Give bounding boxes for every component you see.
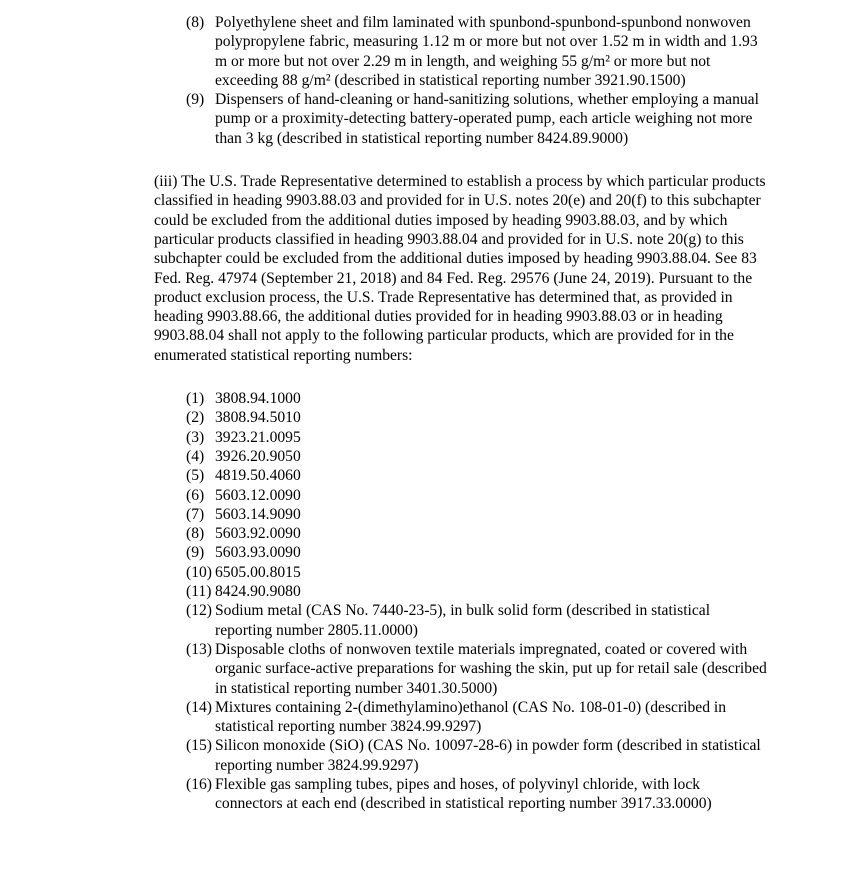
list-item <box>186 736 771 775</box>
list-item <box>186 601 771 640</box>
body-paragraph: (iii) The U.S. Trade Representative determined to establish a process by which particular products classified in heading 9903.88.03 and provided for in U.S. notes 20(e) and 20(f) to this subchapter could be excluded from the additional duties imposed by heading 9903.88.03, and by which particular products classified in heading 9903.88.04 and provided for in U.S. note 20(g) to this subchapter could be excluded from the additional duties imposed by heading 9903.88.04. See 83 Fed. Reg. 47974 (September 21, 2018) and 84 Fed. Reg. 29576 (June 24, 2019). Pursuant to the product exclusion process, the U.S. Trade Representative has determined that, as provided in heading 9903.88.66, the additional duties provided for in heading 9903.88.03 or in heading 9903.88.04 shall not apply to the following particular products, which are provided for in the enumerated statistical reporting numbers: <box>154 173 766 364</box>
top-list <box>186 13 771 148</box>
item-number: (4) <box>186 447 205 465</box>
item-text: Polyethylene sheet and film laminated with spunbond-spunbond-spunbond nonwoven polypropylene fabric, measuring 1.12 m or more but not over 1.52 m in width and 1.93 m or more but not over 2.29 m in length, and weighing 55 g/m² or more but not exceeding 88 g/m² (described in statistical reporting number 3921.90.1500) <box>215 14 758 89</box>
item-text: 3923.21.0095 <box>215 428 301 446</box>
item-text: Disposable cloths of nonwoven textile materials impregnated, coated or covered with organic surface-active preparations for washing the skin, put up for retail sale (described in statistical reporting number 3401.30.5000) <box>215 640 767 697</box>
item-text: 5603.93.0090 <box>215 544 301 562</box>
list-item <box>186 582 771 601</box>
item-number: (9) <box>186 91 205 109</box>
item-text: Sodium metal (CAS No. 7440-23-5), in bulk solid form (described in statistical reporting number 2805.11.0000) <box>215 602 711 639</box>
list-item <box>186 408 771 427</box>
item-number: (3) <box>186 428 205 446</box>
item-number: (9) <box>186 544 205 562</box>
item-text: 3808.94.1000 <box>215 390 301 408</box>
list-item <box>186 640 771 698</box>
item-number: (13) <box>186 640 212 658</box>
list-item <box>186 466 771 485</box>
item-text: Silicon monoxide (SiO) (CAS No. 10097-28-6) in powder form (described in statistical reporting number 3824.99.9297) <box>215 737 761 774</box>
item-number: (8) <box>186 14 205 31</box>
list-item <box>186 563 771 582</box>
list-item <box>186 775 771 814</box>
item-number: (10) <box>186 563 212 581</box>
item-number: (6) <box>186 486 205 504</box>
item-text: 5603.14.9090 <box>215 505 301 523</box>
list-item <box>186 505 771 524</box>
item-text: 5603.92.0090 <box>215 525 301 543</box>
item-text: 5603.12.0090 <box>215 486 301 504</box>
list-item <box>186 543 771 562</box>
list-item <box>186 698 771 737</box>
list-item <box>186 486 771 505</box>
item-text: Mixtures containing 2-(dimethylamino)ethanol (CAS No. 108-01-0) (described in statistical reporting number 3824.99.9297) <box>215 698 727 736</box>
item-number: (8) <box>186 525 205 543</box>
exclusion-list <box>186 389 771 814</box>
item-number: (12) <box>186 602 212 620</box>
item-text: 8424.90.9080 <box>215 583 301 601</box>
list-item <box>186 428 771 447</box>
item-text: 4819.50.4060 <box>215 467 301 485</box>
item-number: (5) <box>186 467 205 485</box>
item-number: (7) <box>186 505 205 523</box>
item-text: 3808.94.5010 <box>215 409 301 427</box>
item-text: 3926.20.9050 <box>215 447 301 465</box>
item-number: (15) <box>186 737 212 755</box>
item-number: (16) <box>186 775 212 793</box>
item-number: (2) <box>186 409 205 427</box>
item-text: Dispensers of hand-cleaning or hand-sanitizing solutions, whether employing a manual pump or a proximity-detecting battery-operated pump, each article weighing not more than 3 kg (described in statistical reporting number 8424.89.9000) <box>215 91 759 147</box>
item-text: 6505.00.8015 <box>215 563 301 581</box>
item-text: Flexible gas sampling tubes, pipes and hoses, of polyvinyl chloride, with lock connectors at each end (described in statistical reporting number 3917.33.0000) <box>215 775 712 813</box>
item-number: (14) <box>186 698 212 716</box>
list-item <box>186 524 771 543</box>
item-number: (1) <box>186 390 205 408</box>
list-item <box>186 447 771 466</box>
item-number: (11) <box>186 583 212 601</box>
list-item <box>186 389 771 408</box>
list-item <box>186 90 771 148</box>
list-item <box>186 13 771 90</box>
